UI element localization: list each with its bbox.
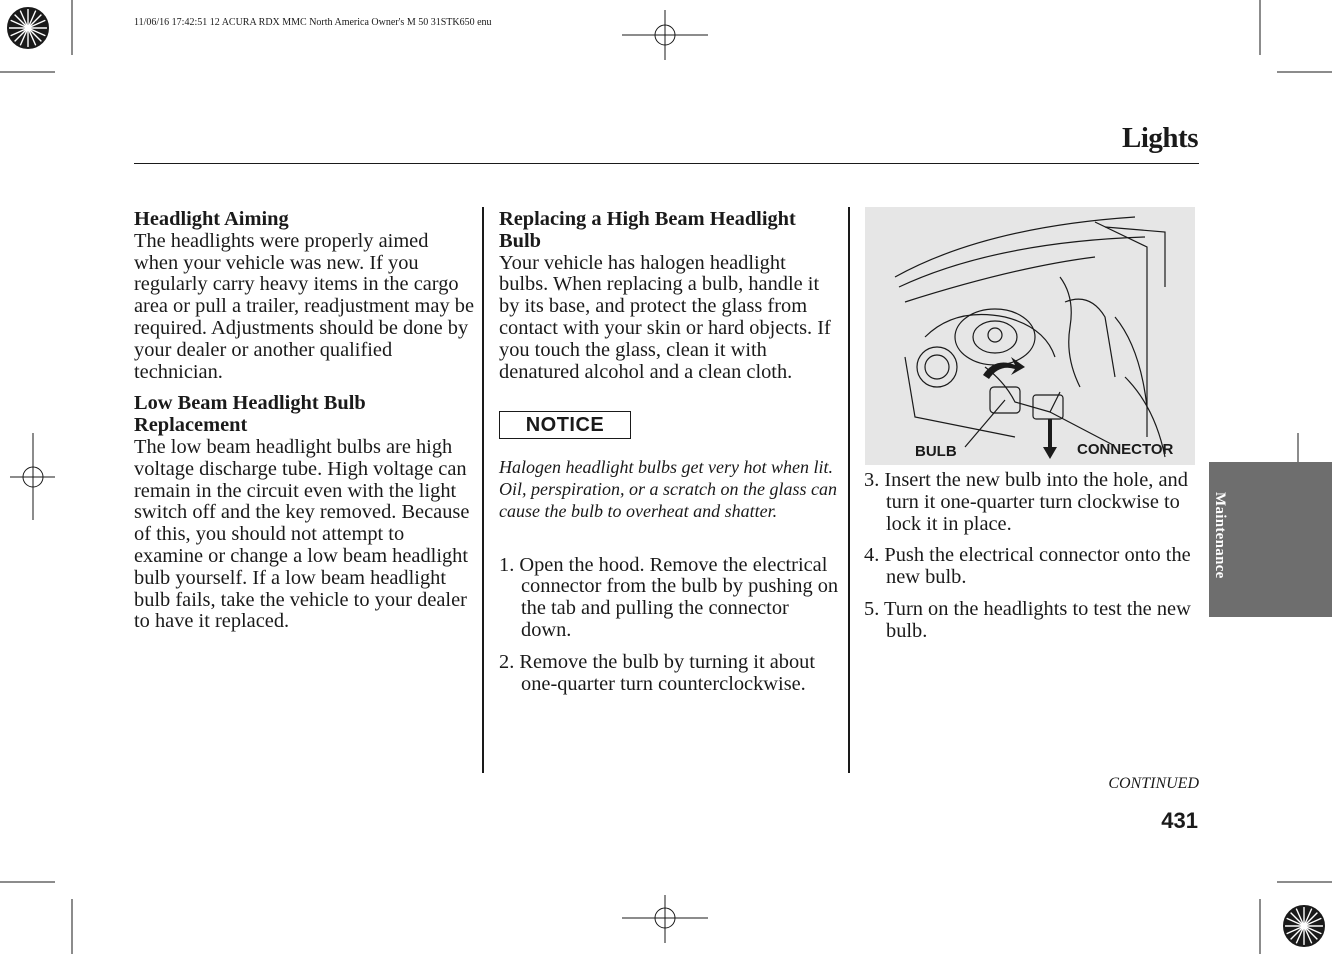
step-1: 1. Open the hood. Remove the electrical connector from the bulb by pushing on the tab and pulling the connector down.	[499, 553, 839, 641]
high-beam-body: Your vehicle has halogen headlight bulbs. When replacing a bulb, handle it by its base, and protect the glass from contact with your skin or hard objects. If you touch the glass, clean it with denatured alcohol and a clean cloth.	[499, 251, 831, 383]
column-divider-2	[848, 207, 850, 773]
page-number: 431	[1161, 808, 1198, 833]
step-3: 3. Insert the new bulb into the hole, and turn it one-quarter turn clockwise to lock it in place.	[864, 469, 1188, 535]
column-2	[499, 209, 839, 695]
headlight-illustration	[865, 207, 1195, 465]
column-1	[134, 209, 474, 633]
step-2: 2. Remove the bulb by turning it about one-quarter turn counterclockwise.	[499, 650, 816, 695]
step-5: 5. Turn on the headlights to test the new bulb.	[864, 597, 1191, 642]
high-beam-heading: Replacing a High Beam Headlight Bulb	[499, 208, 796, 252]
column-3	[864, 470, 1200, 643]
step-4: 4. Push the electrical connector onto the new bulb.	[864, 544, 1191, 589]
connector-label: CONNECTOR	[1077, 441, 1174, 458]
headlight-diagram	[865, 207, 1195, 465]
low-beam-heading: Low Beam Headlight Bulb Replacement	[134, 392, 366, 437]
column-divider-1	[482, 207, 484, 773]
title-rule	[134, 163, 1199, 164]
notice-badge	[499, 411, 631, 439]
print-info: 11/06/16 17:42:51 12 ACURA RDX MMC North America Owner's M 50 31STK650 enu	[134, 17, 492, 28]
page-title: Lights	[1122, 122, 1198, 154]
notice-label: NOTICE	[525, 414, 605, 437]
low-beam-body: The low beam headlight bulbs are high voltage discharge tube. High voltage can remain in the circuit even with the light switch off and the key removed. Because of this, you should not attempt to examine or change a low beam headlight bulb yourself. If a low beam headlight bulb fails, take the vehicle to your dealer to have it replaced.	[134, 435, 470, 633]
notice-text: Halogen headlight bulbs get very hot when lit. Oil, perspiration, or a scratch on the glass can cause the bulb to overheat and shatter.	[499, 457, 837, 521]
headlight-aiming-heading: Headlight Aiming	[134, 208, 289, 230]
headlight-aiming-body: The headlights were properly aimed when your vehicle was new. If you regularly carry heavy items in the cargo area or pull a trailer, readjustment may be required. Adjustments should be done by your dealer or another qualified technician.	[134, 229, 475, 383]
section-tab-label: Maintenance	[1212, 492, 1228, 579]
section-tab	[1209, 462, 1332, 617]
bulb-label: BULB	[915, 443, 957, 460]
continued-label: CONTINUED	[1108, 775, 1199, 792]
